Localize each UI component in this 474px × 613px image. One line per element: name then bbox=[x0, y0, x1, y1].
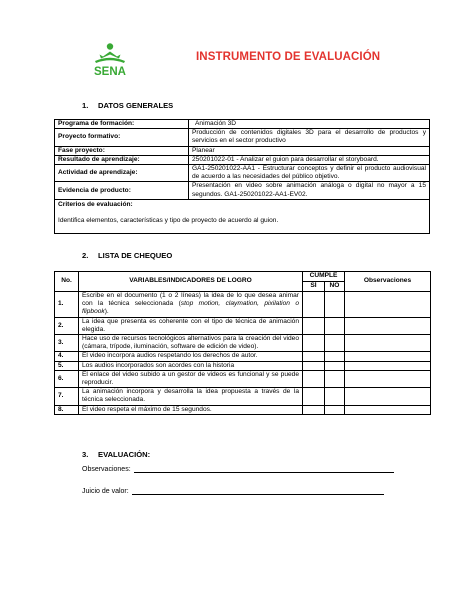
indicator-text bbox=[79, 405, 303, 414]
judgment-field[interactable] bbox=[132, 487, 384, 495]
si-cell[interactable] bbox=[303, 335, 325, 352]
observations-cell[interactable] bbox=[345, 335, 431, 352]
judgment-label: Juicio de valor: bbox=[82, 488, 129, 495]
sena-logo-text: SENA bbox=[94, 66, 126, 78]
indicator-text-main: El video incorpora audios respetando los derechos de autor. bbox=[82, 352, 258, 360]
general-value: Producción de contenidos digitales 3D para el desarrollo de productos y servicios en el sector productivo bbox=[189, 129, 430, 146]
sena-logo bbox=[88, 42, 132, 86]
header-si: SÍ bbox=[303, 282, 325, 292]
general-value: 250201022-01 - Analizar el guion para desarrollar el storyboard. bbox=[189, 155, 430, 164]
checklist-row bbox=[55, 361, 431, 370]
observations-cell[interactable] bbox=[345, 361, 431, 370]
observations-cell[interactable] bbox=[345, 405, 431, 414]
header-cumple: CUMPLE bbox=[303, 272, 345, 282]
header-observations: Observaciones bbox=[345, 272, 431, 292]
checklist-row bbox=[55, 352, 431, 361]
checklist-header-row bbox=[55, 272, 431, 282]
header-no-column: NO bbox=[325, 282, 345, 292]
row-number: 1. bbox=[55, 292, 79, 318]
observations-cell[interactable] bbox=[345, 317, 431, 334]
section-datos-generales bbox=[82, 101, 173, 110]
section-title: DATOS GENERALES bbox=[98, 101, 174, 110]
observations-field[interactable] bbox=[134, 465, 394, 473]
general-label: Actividad de aprendizaje: bbox=[55, 165, 189, 182]
indicator-text bbox=[79, 292, 303, 318]
indicator-text-main: Los audios incorporados son acordes con la historia bbox=[82, 361, 235, 369]
criteria-cell bbox=[55, 199, 430, 233]
general-label: Proyecto formativo: bbox=[55, 129, 189, 146]
header-no: No. bbox=[55, 272, 79, 292]
criteria-label: Criterios de evaluación: bbox=[58, 200, 133, 208]
general-row bbox=[55, 165, 430, 182]
general-row bbox=[55, 182, 430, 199]
section-title: LISTA DE CHEQUEO bbox=[98, 251, 173, 260]
indicator-text bbox=[79, 361, 303, 370]
sena-logo-mark bbox=[95, 43, 125, 63]
checklist-row bbox=[55, 388, 431, 405]
si-cell[interactable] bbox=[303, 292, 325, 318]
indicator-text-main: Escribe en el documento (1 o 2 líneas) la idea de lo que desea animar con la técnica seleccionada ( bbox=[82, 292, 299, 308]
section-number: 1. bbox=[82, 101, 89, 110]
row-number: 2. bbox=[55, 317, 79, 334]
document-title: INSTRUMENTO DE EVALUACIÓN bbox=[196, 51, 381, 63]
general-label: Fase proyecto: bbox=[55, 146, 189, 155]
no-cell[interactable] bbox=[325, 361, 345, 370]
row-number: 7. bbox=[55, 388, 79, 405]
indicator-text-main: El video respeta el máximo de 15 segundos. bbox=[82, 405, 212, 413]
si-cell[interactable] bbox=[303, 405, 325, 414]
row-number: 4. bbox=[55, 352, 79, 361]
general-value: GA1-250201022-AA1 - Estructurar conceptos y definir el producto audiovisual de acuerdo a las necesidades del público objetivo. bbox=[189, 165, 430, 182]
general-value: Planear bbox=[189, 146, 430, 155]
row-number: 3. bbox=[55, 335, 79, 352]
observations-label: Observaciones: bbox=[82, 466, 131, 473]
indicator-text-main: El enlace del video subido a un gestor de videos es funcional y se puede reproducir. bbox=[82, 370, 299, 387]
no-cell[interactable] bbox=[325, 388, 345, 405]
general-data-table bbox=[54, 119, 430, 234]
checklist-row bbox=[55, 405, 431, 414]
indicator-text-main: Hace uso de recursos tecnológicos alternativos para la creación del video (cámara, trípode, iluminación, software de edición de video). bbox=[82, 335, 299, 351]
row-number: 5. bbox=[55, 361, 79, 370]
general-row bbox=[55, 155, 430, 164]
checklist-body bbox=[55, 292, 431, 415]
checklist-row bbox=[55, 370, 431, 387]
section-number: 2. bbox=[82, 251, 89, 260]
observations-line bbox=[82, 465, 394, 473]
indicator-text bbox=[79, 317, 303, 334]
observations-cell[interactable] bbox=[345, 370, 431, 387]
header-indicators: VARIABLES/INDICADORES DE LOGRO bbox=[79, 272, 303, 292]
section-lista-chequeo bbox=[82, 251, 172, 260]
indicator-text-end: ). bbox=[104, 308, 109, 316]
no-cell[interactable] bbox=[325, 292, 345, 318]
indicator-text bbox=[79, 352, 303, 361]
general-row bbox=[55, 129, 430, 146]
observations-cell[interactable] bbox=[345, 292, 431, 318]
indicator-text bbox=[79, 388, 303, 405]
no-cell[interactable] bbox=[325, 370, 345, 387]
general-row bbox=[55, 146, 430, 155]
indicator-text bbox=[79, 335, 303, 352]
no-cell[interactable] bbox=[325, 352, 345, 361]
observations-cell[interactable] bbox=[345, 352, 431, 361]
general-value: Animación 3D bbox=[189, 120, 430, 129]
criteria-row bbox=[55, 199, 430, 233]
general-label: Resultado de aprendizaje: bbox=[55, 155, 189, 164]
general-row bbox=[55, 120, 430, 129]
no-cell[interactable] bbox=[325, 317, 345, 334]
indicator-text-main: La animación incorpora y desarrolla la idea propuesta a través de la técnica seleccionada. bbox=[82, 388, 299, 404]
indicator-text-main: La idea que presenta es coherente con el tipo de técnica de animación elegida. bbox=[82, 317, 299, 333]
judgment-line bbox=[82, 487, 384, 495]
section-title: EVALUACIÓN: bbox=[98, 450, 151, 459]
observations-cell[interactable] bbox=[345, 388, 431, 405]
si-cell[interactable] bbox=[303, 317, 325, 334]
row-number: 8. bbox=[55, 405, 79, 414]
general-label: Evidencia de producto: bbox=[55, 182, 189, 199]
general-label: Programa de formación: bbox=[55, 120, 189, 129]
checklist-table bbox=[54, 271, 431, 415]
si-cell[interactable] bbox=[303, 352, 325, 361]
general-value: Presentación en video sobre animación análoga o digital no mayor a 15 segundos. GA1-250201022-AA1-EV02. bbox=[189, 182, 430, 199]
checklist-row bbox=[55, 292, 431, 318]
si-cell[interactable] bbox=[303, 388, 325, 405]
no-cell[interactable] bbox=[325, 405, 345, 414]
no-cell[interactable] bbox=[325, 335, 345, 352]
criteria-text: Identifica elementos, características y tipo de proyecto de acuerdo al guion. bbox=[58, 217, 279, 225]
indicator-text bbox=[79, 370, 303, 387]
si-cell[interactable] bbox=[303, 370, 325, 387]
section-evaluacion bbox=[82, 450, 150, 459]
checklist-row bbox=[55, 317, 431, 334]
indicator-text-italic: stop motion, claymation, pixilation o flipbook bbox=[82, 300, 300, 316]
si-cell[interactable] bbox=[303, 361, 325, 370]
section-number: 3. bbox=[82, 450, 89, 459]
row-number: 6. bbox=[55, 370, 79, 387]
checklist-row bbox=[55, 335, 431, 352]
